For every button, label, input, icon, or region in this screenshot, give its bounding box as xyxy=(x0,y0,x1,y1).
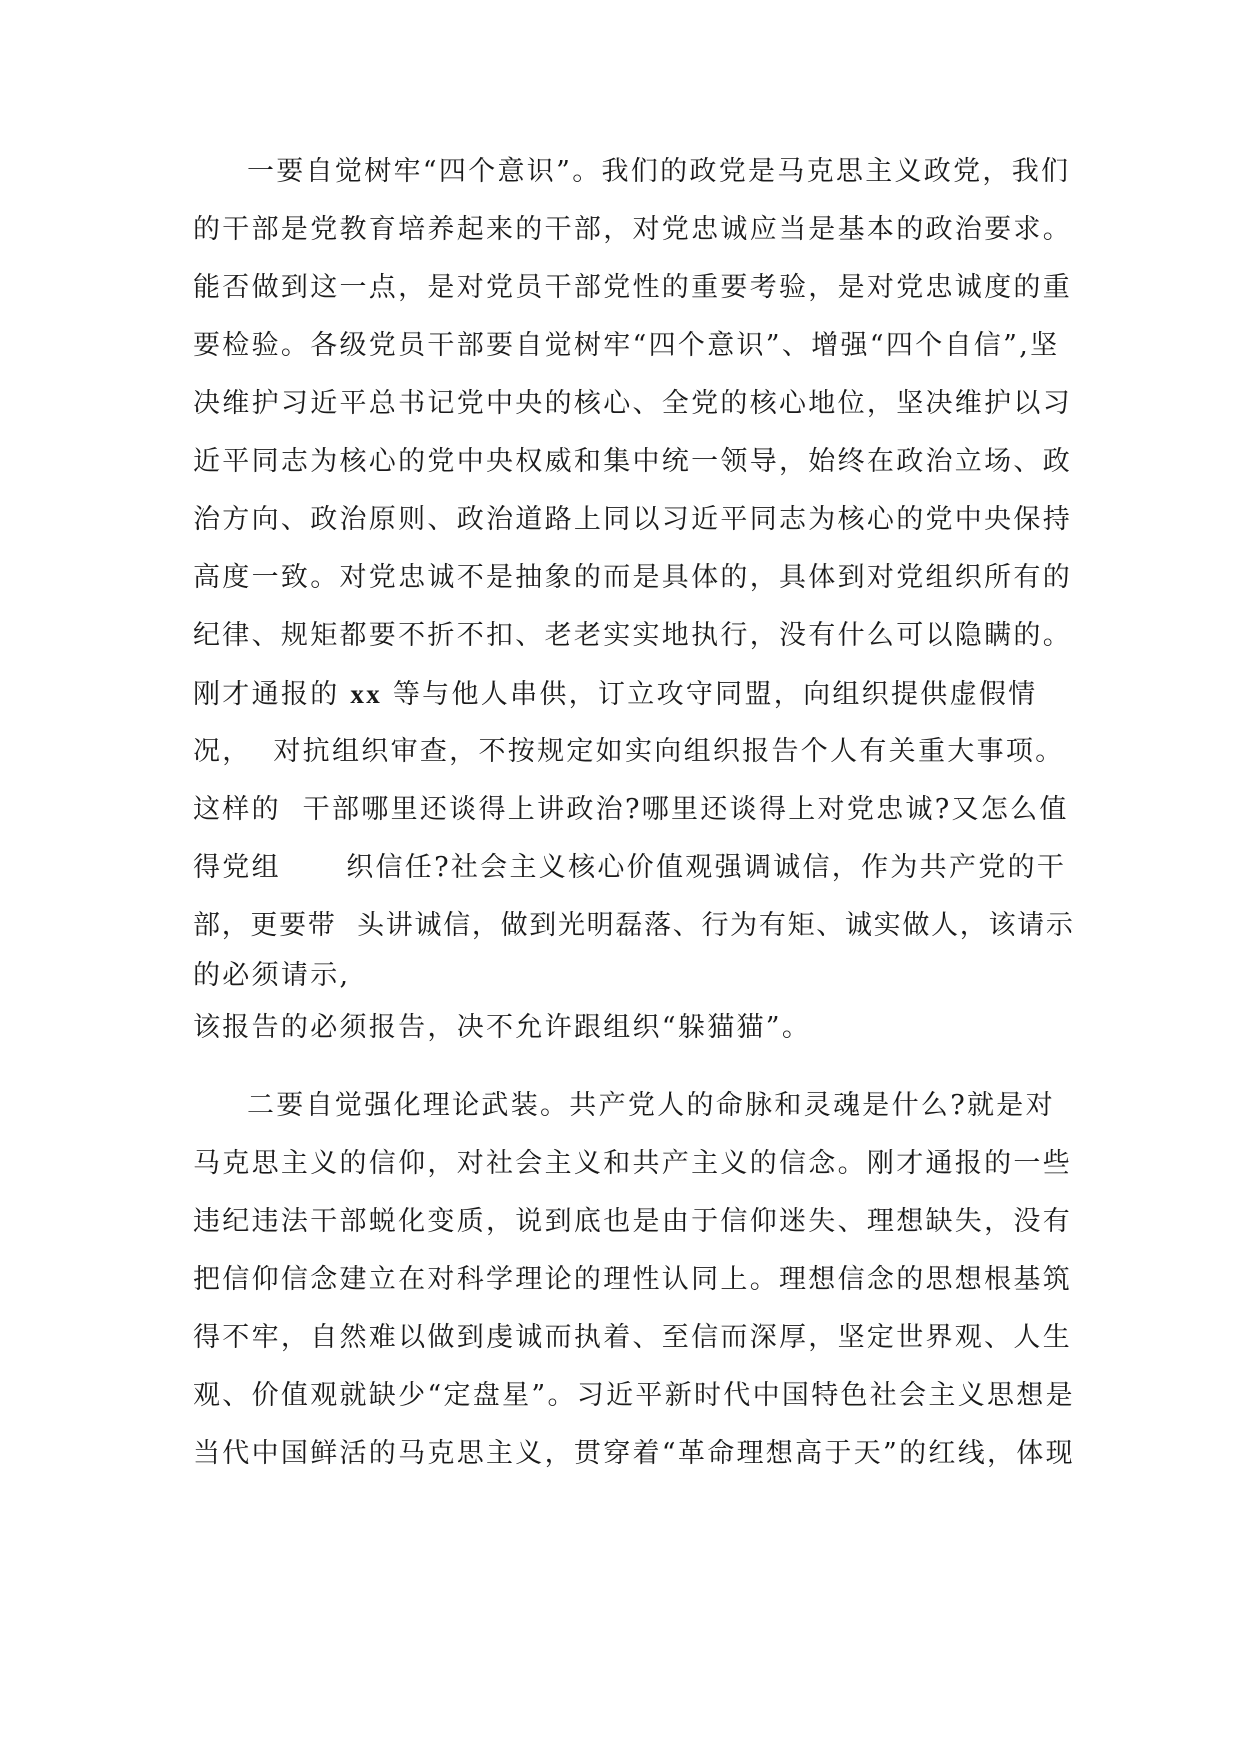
paragraph-1-line-7: 治方向、政治原则、政治道路上同以习近平同志为核心的党中央保持 xyxy=(193,504,1072,535)
paragraph-1-line-3: 能否做到这一点，是对党员干部党性的重要考验，是对党忠诚度的重 xyxy=(193,272,1072,303)
paragraph-1-line-6: 近平同志为核心的党中央权威和集中统一领导，始终在政治立场、政 xyxy=(193,446,1072,477)
paragraph-1-line-1: 一要自觉树牢“四个意识”。我们的政党是马克思主义政党，我们 xyxy=(247,156,1071,187)
paragraph-2-line-7: 当代中国鲜活的马克思主义，贯穿着“革命理想高于天”的红线，体现 xyxy=(193,1438,1075,1469)
paragraph-1-line-15: 的必须请示, xyxy=(193,960,351,991)
line-10-before: 刚才通报的 xyxy=(193,679,351,710)
paragraph-2-line-1: 二要自觉强化理论武装。共产党人的命脉和灵魂是什么?就是对 xyxy=(247,1090,1055,1121)
paragraph-2-line-6: 观、价值观就缺少“定盘星”。习近平新时代中国特色社会主义思想是 xyxy=(193,1380,1075,1411)
paragraph-1-line-11: 况， 对抗组织审查，不按规定如实向组织报告个人有关重大事项。 xyxy=(193,736,1065,767)
paragraph-1-line-14: 部，更要带 头讲诚信，做到光明磊落、行为有矩、诚实做人，该请示 xyxy=(193,910,1075,941)
paragraph-1-line-5: 决维护习近平总书记党中央的核心、全党的核心地位，坚决维护以习 xyxy=(193,388,1072,419)
paragraph-1-line-4: 要检验。各级党员干部要自觉树牢“四个意识”、增强“四个自信”,坚 xyxy=(193,330,1060,361)
paragraph-1-line-16: 该报告的必须报告，决不允许跟组织“躲猫猫”。 xyxy=(193,1012,812,1043)
paragraph-1-line-2: 的干部是党教育培养起来的干部，对党忠诚应当是基本的政治要求。 xyxy=(193,214,1072,245)
paragraph-2-line-2: 马克思主义的信仰，对社会主义和共产主义的信念。刚才通报的一些 xyxy=(193,1148,1072,1179)
redacted-name: xx xyxy=(350,679,382,709)
paragraph-2-line-4: 把信仰信念建立在对科学理论的理性认同上。理想信念的思想根基筑 xyxy=(193,1264,1072,1295)
paragraph-1-line-9: 纪律、规矩都要不折不扣、老老实实地执行，没有什么可以隐瞒的。 xyxy=(193,620,1072,651)
paragraph-2-line-3: 违纪违法干部蜕化变质，说到底也是由于信仰迷失、理想缺失，没有 xyxy=(193,1206,1072,1237)
paragraph-2-line-5: 得不牢，自然难以做到虔诚而执着、至信而深厚，坚定世界观、人生 xyxy=(193,1322,1072,1353)
paragraph-1-line-12: 这样的 干部哪里还谈得上讲政治?哪里还谈得上对党忠诚?又怎么值 xyxy=(193,794,1069,825)
paragraph-1-line-13: 得党组 织信任?社会主义核心价值观强调诚信，作为共产党的干 xyxy=(193,852,1067,883)
line-10-after: 等与他人串供，订立攻守同盟，向组织提供虚假情 xyxy=(382,679,1038,710)
paragraph-1-line-10 xyxy=(193,674,1037,715)
paragraph-1-line-8: 高度一致。对党忠诚不是抽象的而是具体的，具体到对党组织所有的 xyxy=(193,562,1072,593)
